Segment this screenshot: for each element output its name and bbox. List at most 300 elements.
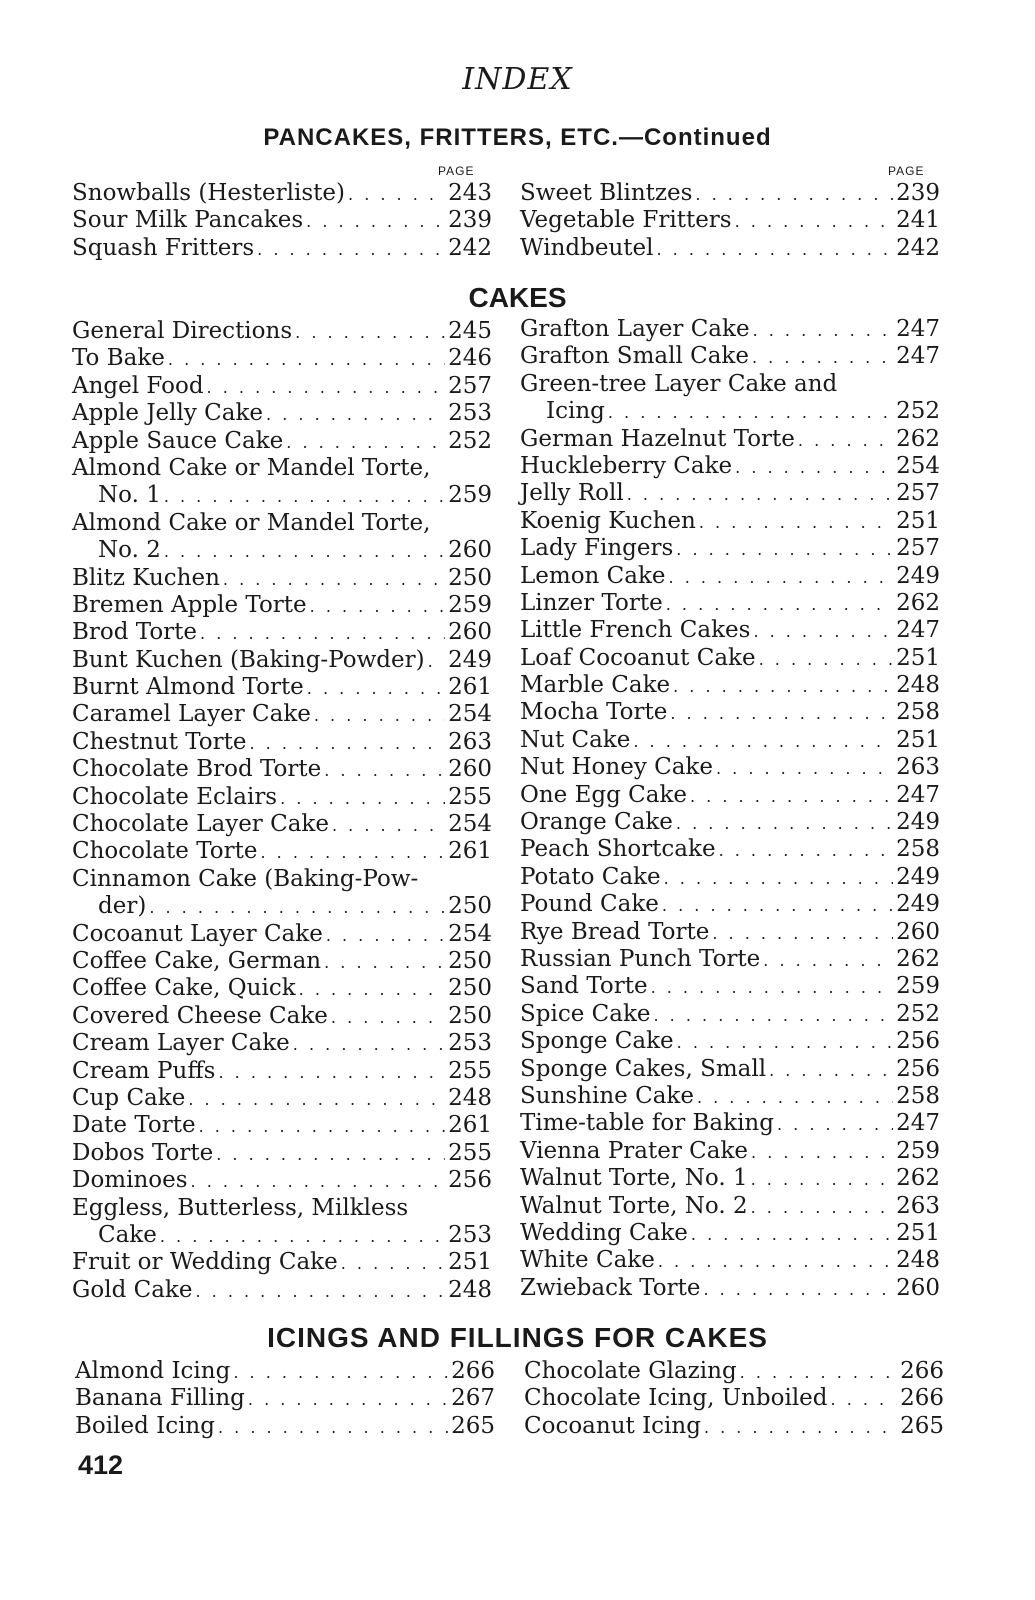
dot-leader xyxy=(295,319,445,346)
entry-page: 265 xyxy=(451,1412,495,1439)
entry-title-continuation: No. 1 xyxy=(98,482,161,509)
page-column-label-left: PAGE xyxy=(438,164,475,178)
entry-title: Cinnamon Cake (Baking-Pow- xyxy=(72,865,419,892)
entry-title: Lemon Cake xyxy=(520,562,666,589)
dot-leader xyxy=(657,236,894,263)
entry-title: Brod Torte xyxy=(72,619,198,646)
dot-leader xyxy=(168,346,445,373)
entry-title: Cream Layer Cake xyxy=(72,1030,290,1057)
entry-title: Squash Fritters xyxy=(72,234,255,261)
dot-leader xyxy=(248,1386,448,1413)
entry-title: Green-tree Layer Cake and xyxy=(520,370,838,397)
entry-page: 260 xyxy=(448,619,492,646)
index-entry xyxy=(520,235,940,262)
entry-title: German Hazelnut Torte xyxy=(520,425,795,452)
dot-leader xyxy=(428,648,446,675)
entry-page: 262 xyxy=(896,945,940,972)
entry-page: 241 xyxy=(896,207,940,234)
dot-leader xyxy=(324,757,445,784)
dot-leader xyxy=(149,894,445,921)
index-entry xyxy=(72,1058,492,1085)
dot-leader xyxy=(831,1386,898,1413)
index-entry xyxy=(520,343,940,370)
index-entry xyxy=(72,180,492,207)
entry-page: 266 xyxy=(900,1358,944,1384)
entry-title: Chocolate Torte xyxy=(72,838,258,865)
index-entry xyxy=(520,590,940,617)
entry-page: 251 xyxy=(448,1249,492,1276)
dot-leader xyxy=(286,429,445,456)
entry-page: 266 xyxy=(451,1358,495,1384)
dot-leader xyxy=(753,317,894,344)
entry-title: Caramel Layer Cake xyxy=(72,701,311,728)
dot-leader xyxy=(324,949,445,976)
index-entry xyxy=(524,1358,944,1385)
entry-title: Almond Icing xyxy=(75,1358,231,1384)
dot-leader xyxy=(200,620,445,647)
index-entry xyxy=(72,1085,492,1112)
entry-title: Walnut Torte, No. 2 xyxy=(520,1192,748,1219)
entry-title: Dominoes xyxy=(72,1167,188,1194)
dot-leader xyxy=(216,1141,445,1168)
index-entry xyxy=(72,1167,492,1194)
dot-leader xyxy=(188,1086,445,1113)
entry-title: Chestnut Torte xyxy=(72,728,247,755)
entry-title: Sand Torte xyxy=(520,973,648,1000)
entry-page: 261 xyxy=(448,1112,492,1139)
entry-page: 259 xyxy=(448,482,492,509)
entry-page: 254 xyxy=(448,811,492,838)
index-entry xyxy=(75,1413,495,1440)
dot-leader xyxy=(164,538,445,565)
entry-page: 255 xyxy=(448,1139,492,1166)
dot-leader xyxy=(223,566,445,593)
section-heading-icings: ICINGS AND FILLINGS FOR CAKES xyxy=(267,1322,768,1353)
entry-page: 249 xyxy=(448,646,492,673)
entry-title: Almond Cake or Mandel Torte, xyxy=(72,509,431,536)
index-entry xyxy=(520,1028,940,1055)
dot-leader xyxy=(777,1111,893,1138)
icings-left-column xyxy=(75,1358,495,1440)
entry-title: Banana Filling xyxy=(75,1385,245,1412)
entry-page: 262 xyxy=(896,1165,940,1192)
entry-title: Chocolate Layer Cake xyxy=(72,811,329,838)
index-entry xyxy=(72,373,492,400)
entry-page: 263 xyxy=(448,728,492,755)
dot-leader xyxy=(280,785,445,812)
entry-title: White Cake xyxy=(520,1247,655,1274)
entry-page: 251 xyxy=(896,644,940,671)
entry-page: 254 xyxy=(448,701,492,728)
dot-leader xyxy=(753,618,893,645)
dot-leader xyxy=(306,208,445,235)
index-entry xyxy=(520,973,940,1000)
index-entry xyxy=(72,455,492,482)
entry-title: Angel Food xyxy=(72,372,204,399)
entry-title-continuation: No. 2 xyxy=(98,537,161,564)
entry-page: 261 xyxy=(448,674,492,701)
entry-title: Potato Cake xyxy=(520,863,661,890)
dot-leader xyxy=(651,974,894,1001)
index-entry xyxy=(520,1110,940,1137)
entry-page: 245 xyxy=(448,318,492,344)
dot-leader xyxy=(293,1031,445,1058)
page-title: INDEX xyxy=(462,62,573,97)
entry-page: 262 xyxy=(896,425,940,452)
dot-leader xyxy=(250,730,446,757)
entry-page: 243 xyxy=(448,180,492,206)
entry-page: 256 xyxy=(896,1028,940,1055)
entry-title: Orange Cake xyxy=(520,809,673,836)
entry-page: 247 xyxy=(896,617,940,644)
entry-page: 250 xyxy=(448,564,492,591)
entry-page: 249 xyxy=(896,863,940,890)
entry-title: Burnt Almond Torte xyxy=(72,674,304,701)
index-entry-continuation xyxy=(72,1222,492,1249)
index-entry xyxy=(524,1385,944,1412)
entry-title: Rye Bread Torte xyxy=(520,918,710,945)
dot-leader xyxy=(798,427,893,454)
index-entry xyxy=(72,428,492,455)
entry-page: 263 xyxy=(896,1192,940,1219)
entry-page: 252 xyxy=(448,427,492,454)
dot-leader xyxy=(310,593,445,620)
entry-page: 242 xyxy=(896,234,940,261)
entry-page: 239 xyxy=(896,180,940,206)
entry-page: 247 xyxy=(896,343,940,370)
index-entry xyxy=(520,535,940,562)
index-entry xyxy=(72,811,492,838)
dot-leader xyxy=(191,1168,446,1195)
entry-title: Little French Cakes xyxy=(520,617,751,644)
entry-title: Bremen Apple Torte xyxy=(72,591,307,618)
entry-title: Date Torte xyxy=(72,1112,196,1139)
entry-title: Nut Honey Cake xyxy=(520,754,713,781)
entry-title: Spice Cake xyxy=(520,1000,651,1027)
entry-page: 247 xyxy=(896,316,940,342)
index-entry xyxy=(520,508,940,535)
entry-title: Blitz Kuchen xyxy=(72,564,220,591)
dot-leader xyxy=(673,673,893,700)
index-entry xyxy=(520,453,940,480)
index-entry xyxy=(520,809,940,836)
index-entry xyxy=(520,1083,940,1110)
entry-page: 251 xyxy=(896,1219,940,1246)
entry-page: 257 xyxy=(448,372,492,399)
entry-title: Jelly Roll xyxy=(520,480,624,507)
dot-leader xyxy=(164,483,445,510)
entry-page: 258 xyxy=(896,1082,940,1109)
entry-title: Dobos Torte xyxy=(72,1139,214,1166)
entry-title: Wedding Cake xyxy=(520,1219,688,1246)
entry-title: Almond Cake or Mandel Torte, xyxy=(72,454,431,481)
entry-title: Boiled Icing xyxy=(75,1412,215,1439)
entry-title: Linzer Torte xyxy=(520,589,663,616)
entry-title: Lady Fingers xyxy=(520,535,674,562)
index-entry xyxy=(72,565,492,592)
section-heading-pancakes: PANCAKES, FRITTERS, ETC.—Continued xyxy=(263,124,772,151)
page-number: 412 xyxy=(78,1450,124,1480)
index-entry xyxy=(520,563,940,590)
pancakes-right-column xyxy=(520,180,940,262)
index-entry xyxy=(72,1140,492,1167)
index-entry xyxy=(72,647,492,674)
index-entry xyxy=(72,510,492,537)
index-entry xyxy=(520,699,940,726)
entry-page: 254 xyxy=(448,920,492,947)
entry-title: Koenig Kuchen xyxy=(520,507,696,534)
index-entry xyxy=(72,784,492,811)
entry-page: 256 xyxy=(448,1167,492,1194)
entry-page: 250 xyxy=(448,975,492,1002)
entry-title: One Egg Cake xyxy=(520,781,687,808)
dot-leader xyxy=(676,536,893,563)
index-entry xyxy=(520,672,940,699)
entry-page: 250 xyxy=(448,947,492,974)
index-entry xyxy=(72,207,492,234)
index-entry xyxy=(72,838,492,865)
entry-page: 251 xyxy=(896,726,940,753)
entry-title: Cream Puffs xyxy=(72,1057,216,1084)
entry-title: Time-table for Baking xyxy=(520,1110,774,1137)
dot-leader xyxy=(676,810,893,837)
entry-title: Covered Cheese Cake xyxy=(72,1002,328,1029)
entry-title: Mocha Torte xyxy=(520,699,668,726)
dot-leader xyxy=(704,1414,897,1441)
entry-title: Sponge Cake xyxy=(520,1028,674,1055)
dot-leader xyxy=(348,181,445,208)
entry-title: Apple Sauce Cake xyxy=(72,427,284,454)
dot-leader xyxy=(608,399,893,426)
index-entry-continuation xyxy=(72,537,492,564)
cakes-right-column xyxy=(520,316,940,1302)
entry-title: Grafton Layer Cake xyxy=(520,316,750,342)
entry-page: 252 xyxy=(896,1000,940,1027)
index-entry xyxy=(520,1220,940,1247)
entry-title: Coffee Cake, German xyxy=(72,947,322,974)
index-entry xyxy=(72,975,492,1002)
entry-page: 262 xyxy=(896,589,940,616)
entry-title: Gold Cake xyxy=(72,1276,193,1303)
index-entry xyxy=(520,836,940,863)
entry-page: 260 xyxy=(896,1274,940,1301)
index-entry xyxy=(75,1385,495,1412)
entry-page: 250 xyxy=(448,893,492,920)
index-entry xyxy=(72,756,492,783)
index-entry xyxy=(72,400,492,427)
entry-page: 249 xyxy=(896,809,940,836)
dot-leader xyxy=(699,509,893,536)
entry-title-continuation: Cake xyxy=(98,1221,157,1248)
section-heading-cakes: CAKES xyxy=(468,282,567,313)
entry-page: 258 xyxy=(896,699,940,726)
entry-title: To Bake xyxy=(72,345,165,372)
dot-leader xyxy=(654,1002,894,1029)
index-entry xyxy=(72,1195,492,1222)
dot-leader xyxy=(627,481,893,508)
index-entry-continuation xyxy=(72,893,492,920)
entry-title: Eggless, Butterless, Milkless xyxy=(72,1194,409,1221)
dot-leader xyxy=(690,783,893,810)
entry-title: Grafton Small Cake xyxy=(520,343,749,370)
index-entry xyxy=(520,645,940,672)
dot-leader xyxy=(218,1059,445,1086)
index-entry xyxy=(72,866,492,893)
dot-leader xyxy=(677,1029,893,1056)
entry-title: Huckleberry Cake xyxy=(520,452,733,479)
dot-leader xyxy=(735,208,893,235)
entry-page: 249 xyxy=(896,891,940,918)
entry-page: 247 xyxy=(896,781,940,808)
entry-page: 246 xyxy=(448,345,492,372)
dot-leader xyxy=(751,1194,894,1221)
dot-leader xyxy=(752,344,893,371)
entry-title: Sour Milk Pancakes xyxy=(72,207,304,234)
index-entry xyxy=(75,1358,495,1385)
entry-page: 253 xyxy=(448,1221,492,1248)
dot-leader xyxy=(691,1221,893,1248)
dot-leader xyxy=(695,181,893,208)
dot-leader xyxy=(195,1278,445,1305)
entry-title: Vienna Prater Cake xyxy=(520,1137,749,1164)
index-entry xyxy=(72,345,492,372)
entry-page: 248 xyxy=(448,1276,492,1303)
entry-page: 249 xyxy=(896,562,940,589)
index-entry xyxy=(72,318,492,345)
entry-title: Snowballs (Hesterliste) xyxy=(72,180,346,206)
index-entry xyxy=(520,919,940,946)
index-entry xyxy=(520,1056,940,1083)
entry-page: 258 xyxy=(896,836,940,863)
dot-leader xyxy=(160,1223,445,1250)
dot-leader xyxy=(233,1359,448,1386)
entry-page: 247 xyxy=(896,1110,940,1137)
dot-leader xyxy=(218,1414,448,1441)
entry-page: 248 xyxy=(896,672,940,699)
entry-title: Cocoanut Layer Cake xyxy=(72,920,323,947)
index-entry xyxy=(72,1112,492,1139)
index-entry xyxy=(520,316,940,343)
entry-title: Cocoanut Icing xyxy=(524,1412,701,1439)
entry-page: 255 xyxy=(448,1057,492,1084)
dot-leader xyxy=(670,700,893,727)
index-entry xyxy=(520,946,940,973)
dot-leader xyxy=(207,374,446,401)
index-entry xyxy=(520,371,940,398)
entry-title: Pound Cake xyxy=(520,891,659,918)
dot-leader xyxy=(769,1057,893,1084)
index-entry xyxy=(72,619,492,646)
entry-page: 257 xyxy=(896,535,940,562)
entry-title: Marble Cake xyxy=(520,672,671,699)
dot-leader xyxy=(719,837,894,864)
dot-leader xyxy=(716,755,893,782)
entry-page: 259 xyxy=(448,591,492,618)
index-entry xyxy=(520,207,940,234)
dot-leader xyxy=(199,1113,446,1140)
index-entry xyxy=(524,1413,944,1440)
entry-page: 257 xyxy=(896,480,940,507)
entry-title: Sweet Blintzes xyxy=(520,180,693,206)
entry-page: 242 xyxy=(448,234,492,261)
dot-leader xyxy=(341,1250,445,1277)
entry-page: 248 xyxy=(448,1084,492,1111)
dot-leader xyxy=(307,675,445,702)
index-entry xyxy=(72,235,492,262)
dot-leader xyxy=(266,401,445,428)
index-entry xyxy=(520,891,940,918)
entry-page: 260 xyxy=(448,756,492,783)
entry-title-continuation: der) xyxy=(98,893,147,920)
index-entry xyxy=(72,921,492,948)
entry-title: Bunt Kuchen (Baking-Powder) xyxy=(72,646,425,673)
index-entry xyxy=(520,180,940,207)
entry-title-continuation: Icing xyxy=(546,398,605,425)
index-entry xyxy=(520,426,940,453)
index-entry-continuation xyxy=(520,398,940,425)
dot-leader xyxy=(759,646,894,673)
entry-title: Windbeutel xyxy=(520,234,654,261)
entry-page: 250 xyxy=(448,1002,492,1029)
entry-title: Nut Cake xyxy=(520,726,631,753)
index-entry xyxy=(520,617,940,644)
pancakes-left-column xyxy=(72,180,492,262)
dot-leader xyxy=(314,702,445,729)
index-entry xyxy=(520,1193,940,1220)
dot-leader xyxy=(751,1166,894,1193)
dot-leader xyxy=(658,1248,893,1275)
entry-page: 253 xyxy=(448,1030,492,1057)
index-entry xyxy=(72,674,492,701)
index-entry xyxy=(520,1001,940,1028)
entry-page: 255 xyxy=(448,783,492,810)
dot-leader xyxy=(299,976,445,1003)
entry-title: Chocolate Brod Torte xyxy=(72,756,322,783)
index-entry xyxy=(72,1249,492,1276)
dot-leader xyxy=(326,922,445,949)
dot-leader xyxy=(332,812,445,839)
index-entry xyxy=(520,1165,940,1192)
dot-leader xyxy=(735,454,893,481)
entry-page: 239 xyxy=(448,207,492,234)
entry-title: Loaf Cocoanut Cake xyxy=(520,644,756,671)
entry-page: 265 xyxy=(900,1412,944,1439)
dot-leader xyxy=(260,839,445,866)
dot-leader xyxy=(703,1276,893,1303)
index-entry xyxy=(72,1277,492,1304)
entry-title: Sponge Cakes, Small xyxy=(520,1055,767,1082)
index-entry xyxy=(520,782,940,809)
dot-leader xyxy=(763,947,893,974)
entry-title: Chocolate Eclairs xyxy=(72,783,278,810)
entry-title: Coffee Cake, Quick xyxy=(72,975,296,1002)
index-entry-continuation xyxy=(72,482,492,509)
entry-page: 254 xyxy=(896,452,940,479)
dot-leader xyxy=(257,236,445,263)
entry-page: 251 xyxy=(896,507,940,534)
dot-leader xyxy=(633,728,893,755)
index-entry xyxy=(520,1247,940,1274)
icings-right-column xyxy=(524,1358,944,1440)
index-entry xyxy=(520,1275,940,1302)
index-entry xyxy=(72,948,492,975)
entry-title: Cup Cake xyxy=(72,1084,186,1111)
dot-leader xyxy=(331,1004,445,1031)
entry-title: Vegetable Fritters xyxy=(520,207,732,234)
entry-title: Apple Jelly Cake xyxy=(72,400,264,427)
entry-page: 267 xyxy=(451,1385,495,1412)
index-entry xyxy=(72,701,492,728)
